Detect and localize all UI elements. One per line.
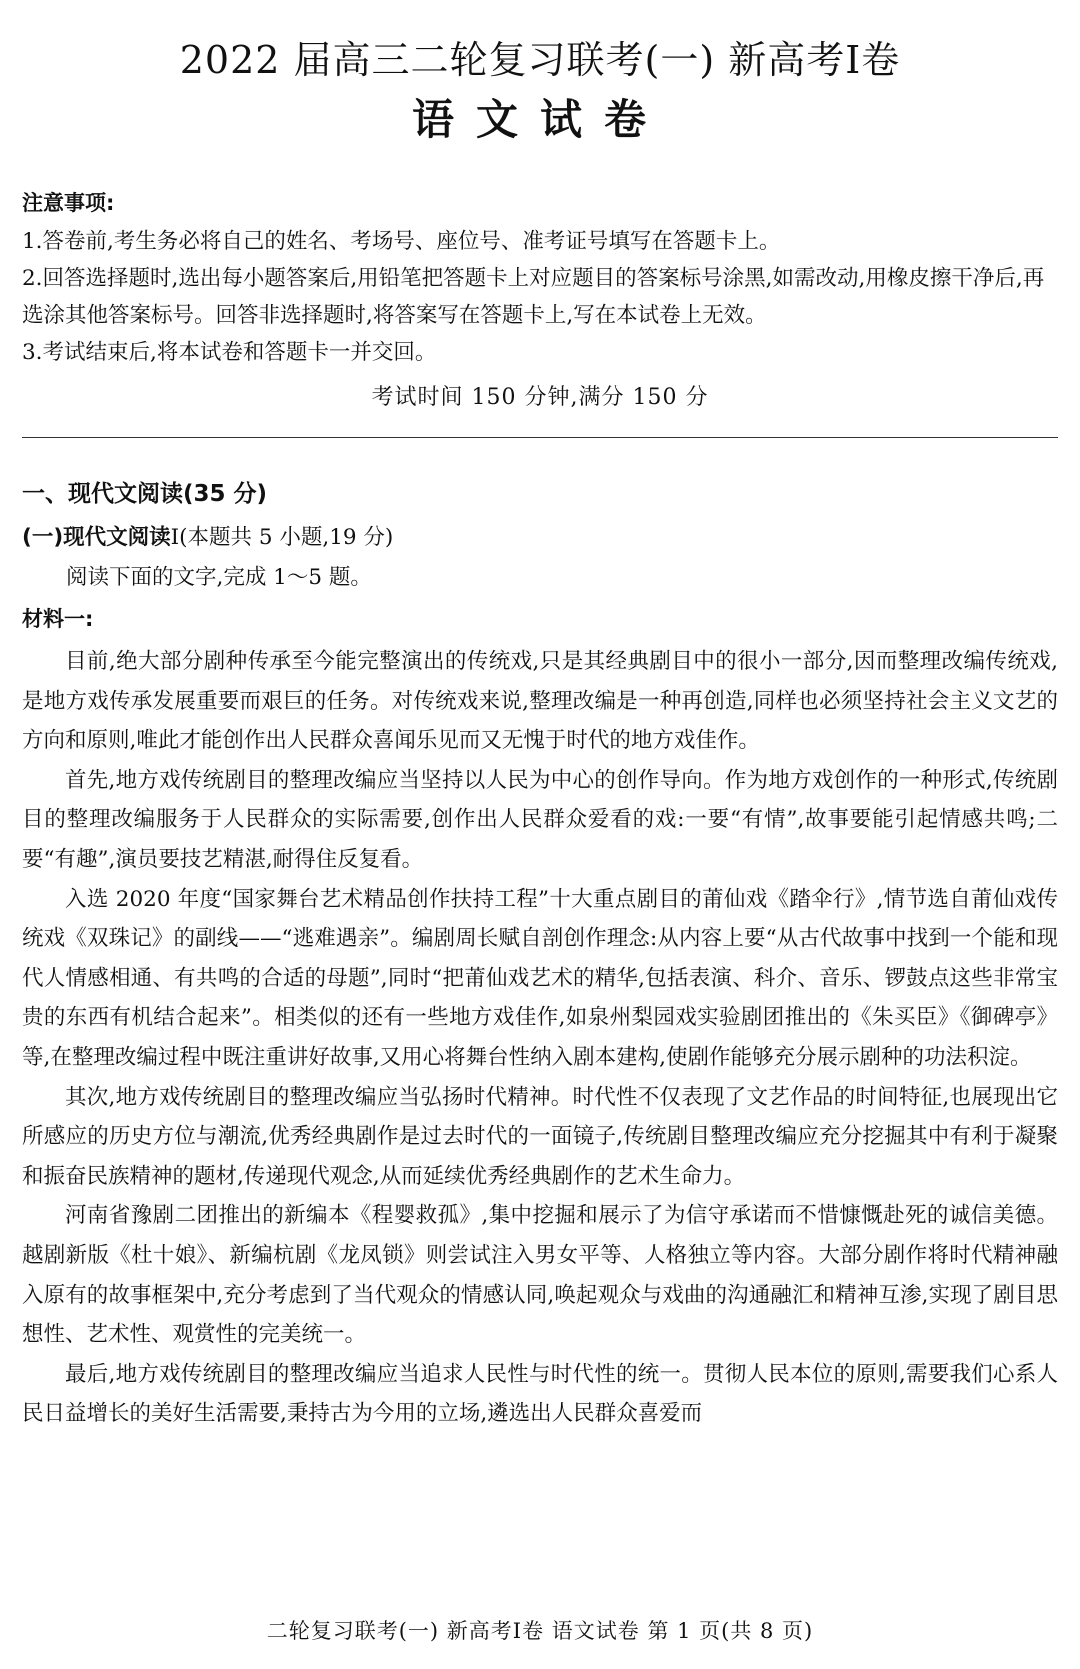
notes-list xyxy=(22,223,1058,371)
paragraph-4: 其次,地方戏传统剧目的整理改编应当弘扬时代精神。时代性不仅表现了文艺作品的时间特征,也展现出它所感应的历史方位与潮流,优秀经典剧作是过去时代的一面镜子,传统剧目整理改编应充分挖掘其中有利于凝聚和振奋民族精神的题材,传递现代观念,从而延续优秀经典剧作的艺术生命力。 xyxy=(22,1084,1058,1189)
divider-line xyxy=(22,437,1058,438)
subsection-heading xyxy=(22,522,393,554)
page-footer: 二轮复习联考(一) 新高考Ⅰ卷 语文试卷 第 1 页(共 8 页) xyxy=(266,1619,814,1643)
paragraph-2: 首先,地方戏传统剧目的整理改编应当坚持以人民为中心的创作导向。作为地方戏创作的一种形式,传统剧目的整理改编服务于人民群众的实际需要,创作出人民群众爱看的戏:一要“有情”,故事要能引起情感共鸣;二要“有趣”,演员要技艺精湛,耐得住反复看。 xyxy=(22,767,1058,872)
reading-instruction: 阅读下面的文字,完成 1～5 题。 xyxy=(66,565,372,590)
material-heading: 材料一: xyxy=(22,607,94,631)
subsection-detail: Ⅰ(本题共 5 小题,19 分) xyxy=(170,525,394,550)
paragraph-5: 河南省豫剧二团推出的新编本《程婴救孤》,集中挖掘和展示了为信守承诺而不惜慷慨赴死的诚信美德。越剧新版《杜十娘》、新编杭剧《龙凤锁》则尝试注入男女平等、人格独立等内容。大部分剧作将时代精神融入原有的故事框架中,充分考虑到了当代观众的情感认同,唤起观众与戏曲的沟通融汇和精神互渗,实现了剧目思想性、艺术性、观赏性的完美统一。 xyxy=(22,1203,1058,1348)
note-item-2: 2.回答选择题时,选出每小题答案后,用铅笔把答题卡上对应题目的答案标号涂黑,如需改动,用橡皮擦干净后,再选涂其他答案标号。回答非选择题时,将答案写在答题卡上,写在本试卷上无效。 xyxy=(22,266,1045,328)
notes-heading: 注意事项: xyxy=(22,191,115,215)
note-item-1: 1.答卷前,考生务必将自己的姓名、考场号、座位号、准考证号填写在答题卡上。 xyxy=(22,229,781,254)
note-item-3: 3.考试结束后,将本试卷和答题卡一并交回。 xyxy=(22,340,437,365)
subject-title: 语文试卷 xyxy=(411,95,668,144)
section-heading: 一、现代文阅读(35 分) xyxy=(22,481,268,507)
paragraph-6: 最后,地方戏传统剧目的整理改编应当追求人民性与时代性的统一。贯彻人民本位的原则,需要我们心系人民日益增长的美好生活需要,秉持古为今用的立场,遴选出人民群众喜爱而 xyxy=(22,1361,1058,1427)
subsection-label: (一)现代文阅读 xyxy=(22,525,171,550)
material-body xyxy=(22,642,1058,1434)
exam-title: 2022 届高三二轮复习联考(一) 新高考Ⅰ卷 xyxy=(179,38,901,82)
exam-time: 考试时间 150 分钟,满分 150 分 xyxy=(371,385,709,410)
paragraph-3: 入选 2020 年度“国家舞台艺术精品创作扶持工程”十大重点剧目的莆仙戏《踏伞行》,情节选自莆仙戏传统戏《双珠记》的副线——“逃难遇亲”。编剧周长赋自剖创作理念:从内容上要“从古代故事中找到一个能和现代人情感相通、有共鸣的合适的母题”,同时“把莆仙戏艺术的精华,包括表演、科介、音乐、锣鼓点这些非常宝贵的东西有机结合起来”。相类似的还有一些地方戏佳作,如泉州梨园戏实验剧团推出的《朱买臣》《御碑亭》等,在整理改编过程中既注重讲好故事,又用心将舞台性纳入剧本建构,使剧作能够充分展示剧种的功法积淀。 xyxy=(22,886,1058,1070)
paragraph-1: 目前,绝大部分剧种传承至今能完整演出的传统戏,只是其经典剧目中的很小一部分,因而整理改编传统戏,是地方戏传承发展重要而艰巨的任务。对传统戏来说,整理改编是一种再创造,同样也必须坚持社会主义文艺的方向和原则,唯此才能创作出人民群众喜闻乐见而又无愧于时代的地方戏佳作。 xyxy=(22,649,1058,754)
